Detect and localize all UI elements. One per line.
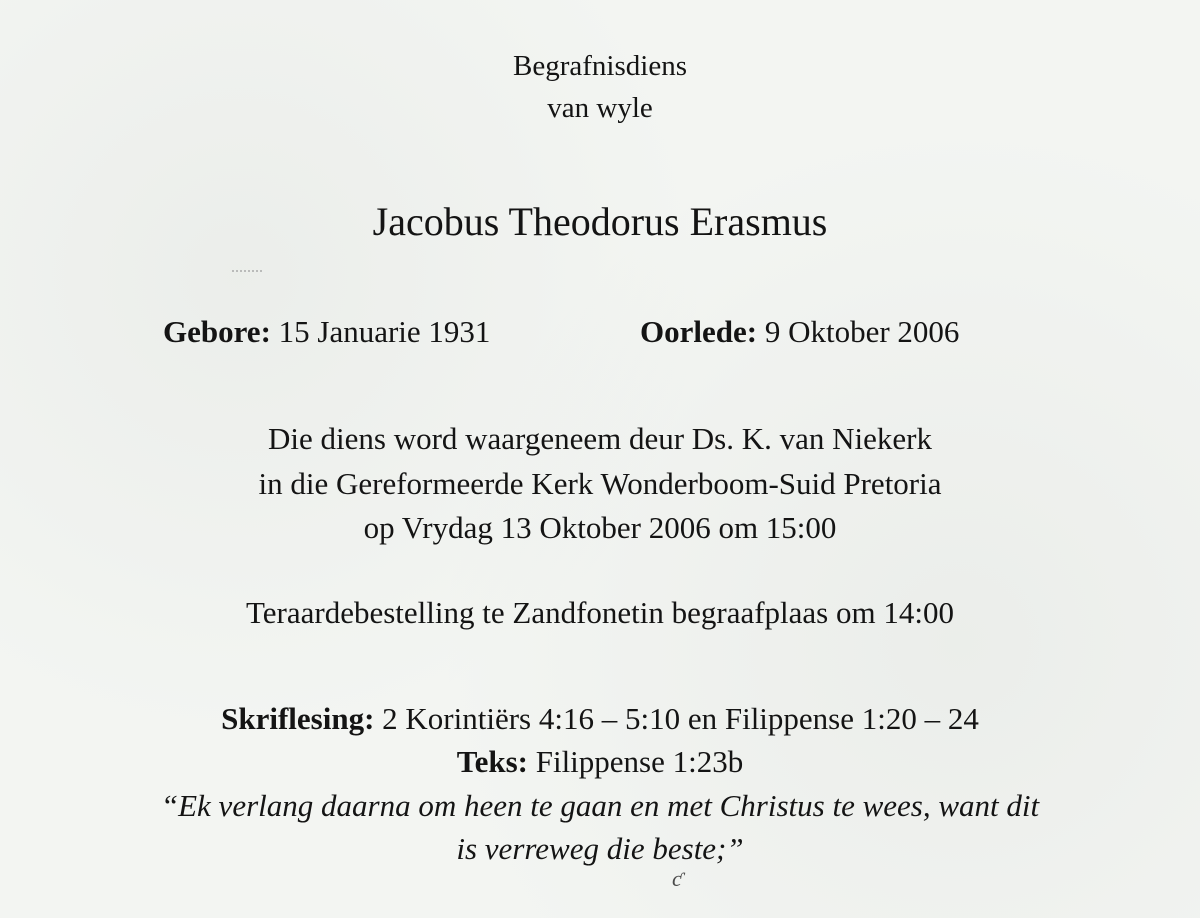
burial-line: Teraardebestelling te Zandfonetin begraafplaas om 14:00 <box>246 595 954 630</box>
print-specks <box>232 270 262 276</box>
born-label: Gebore: <box>163 314 271 349</box>
header-title: Begrafnisdiens <box>513 50 687 82</box>
reading-value: 2 Korintiërs 4:16 – 5:10 en Filippense 1:20 – 24 <box>374 701 979 736</box>
service-line-2: in die Gereformeerde Kerk Wonderboom-Suid Pretoria <box>258 466 942 501</box>
sermon-text <box>0 746 1200 777</box>
handwritten-mark: ƈ <box>672 866 682 891</box>
died-label: Oorlede: <box>640 314 758 349</box>
quote-line-1: “Ek verlang daarna om heen te gaan en met Christus te wees, want dit <box>160 788 1040 823</box>
died-date <box>640 316 959 347</box>
reading-label: Skriflesing: <box>221 701 375 736</box>
deceased-name: Jacobus Theodorus Erasmus <box>372 199 828 244</box>
born-date <box>163 316 490 347</box>
died-value: 9 Oktober 2006 <box>757 314 960 349</box>
scripture-reading <box>0 703 1200 734</box>
header-subtitle: van wyle <box>547 92 653 124</box>
quote-line-2: is verreweg die beste;” <box>456 831 744 866</box>
text-label: Teks: <box>456 744 528 779</box>
born-value: 15 Januarie 1931 <box>270 314 491 349</box>
service-line-1: Die diens word waargeneem deur Ds. K. van Niekerk <box>268 421 932 456</box>
service-line-3: op Vrydag 13 Oktober 2006 om 15:00 <box>363 510 837 545</box>
text-value: Filippense 1:23b <box>527 744 744 779</box>
